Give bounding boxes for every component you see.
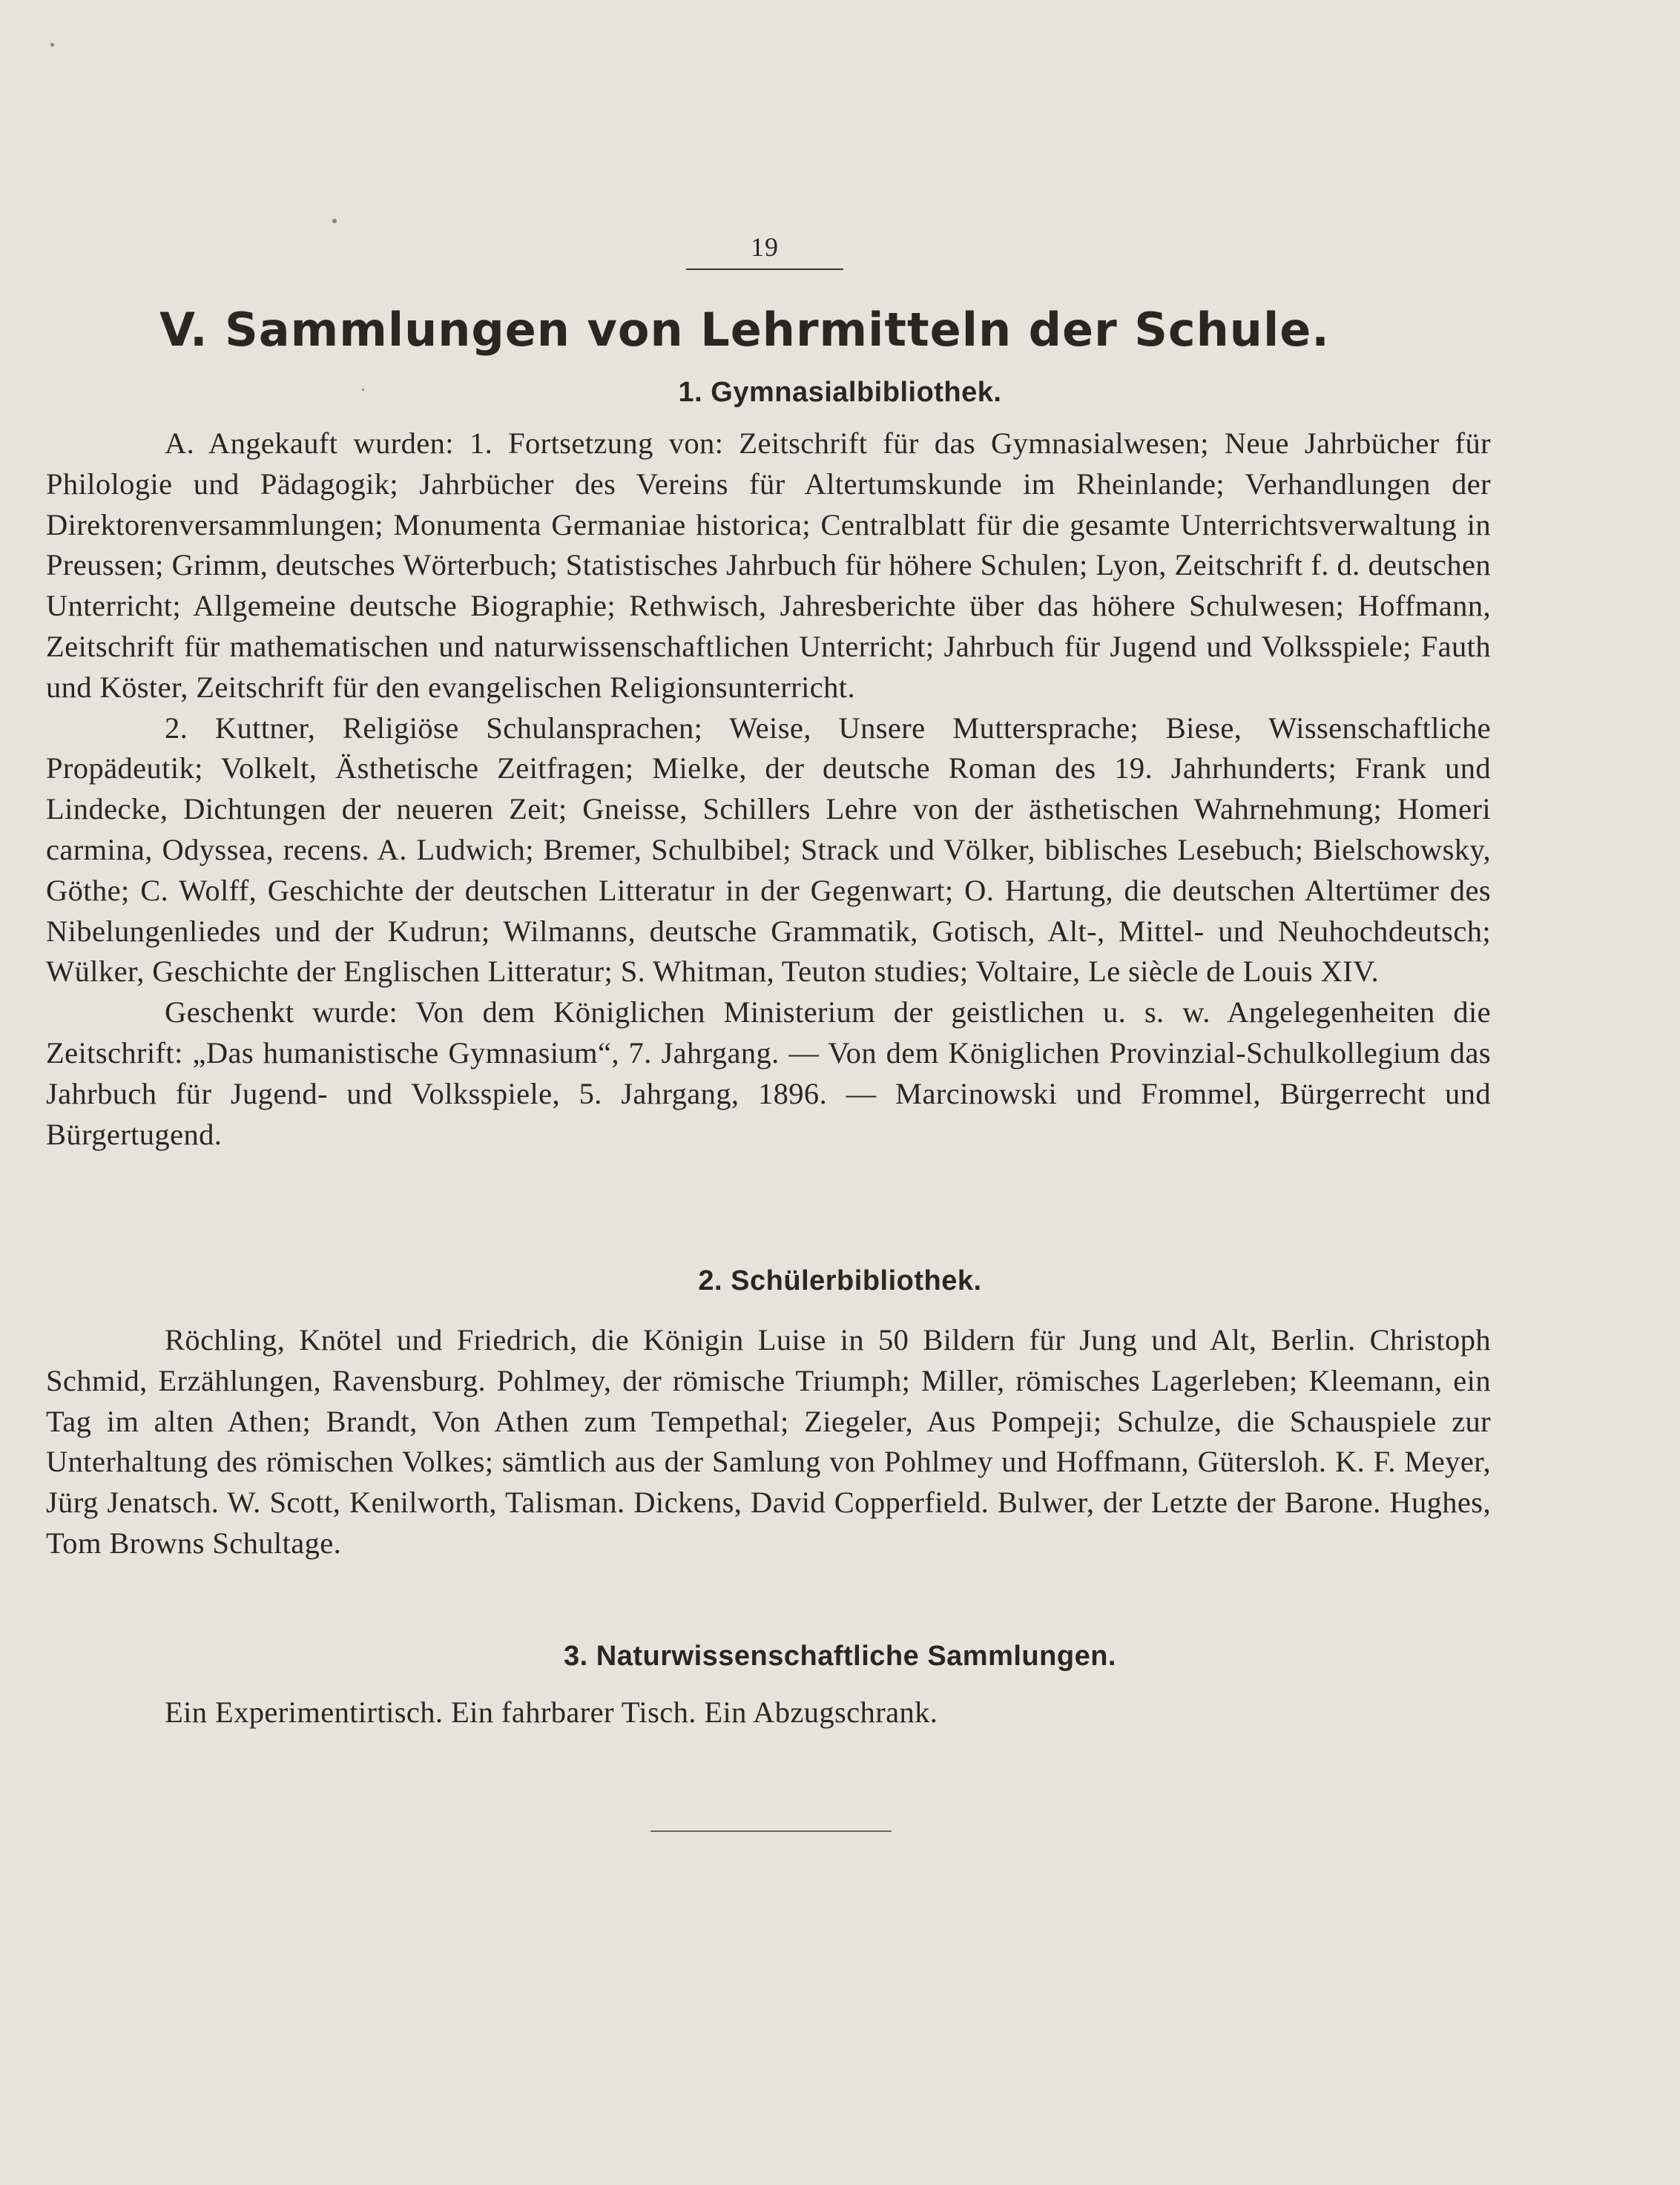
paragraph: Geschenkt wurde: Von dem Königlichen Ministerium der geistlichen u. s. w. Angelegenheiten die Zeitschrift: „Das humanistische Gymnasium“, 7. Jahrgang. — Von dem Königlichen Provinzial-Schulkollegium das Jahrbuch für Jugend- und Volksspiele, 5. Jahrgang, 1896. — Marcinowski und Frommel, Bürgerrecht und Bürgertugend.	[46, 995, 1491, 1151]
section-heading-schuelerbibliothek: 2. Schülerbibliothek.	[698, 1265, 982, 1296]
section-body-gymnasialbibliothek	[46, 424, 1491, 1155]
section-body-naturwissenschaftliche-sammlungen	[46, 1693, 1491, 1733]
section-heading-naturwissenschaftliche-sammlungen: 3. Naturwissenschaftliche Sammlungen.	[564, 1641, 1116, 1672]
paragraph: Röchling, Knötel und Friedrich, die Königin Luise in 50 Bildern für Jung und Alt, Berlin. Christoph Schmid, Erzählungen, Ravensburg. Pohlmey, der römische Triumph; Miller, römisches Lagerleben; Kleemann, ein Tag im alten Athen; Brandt, Von Athen zum Tempethal; Ziegeler, Aus Pompeji; Schulze, die Schauspiele zur Unterhaltung des römischen Volkes; sämtlich aus der Samlung von Pohlmey und Hoffmann, Gütersloh. K. F. Meyer, Jürg Jenatsch. W. Scott, Kenilworth, Talisman. Dickens, David Copperfield. Bulwer, der Letzte der Barone. Hughes, Tom Browns Schultage.	[46, 1323, 1491, 1560]
footer-rule	[650, 1830, 892, 1832]
paragraph: A. Angekauft wurden: 1. Fortsetzung von: Zeitschrift für das Gymnasialwesen; Neue Jahrbücher für Philologie und Pädagogik; Jahrbücher des Vereins für Altertumskunde im Rheinlande; Verhandlungen der Direktorenversammlungen; Monumenta Germaniae historica; Centralblatt für die gesamte Unterrichtsverwaltung in Preussen; Grimm, deutsches Wörterbuch; Statistisches Jahrbuch für höhere Schulen; Lyon, Zeitschrift f. d. deutschen Unterricht; Allgemeine deutsche Biographie; Rethwisch, Jahresberichte über das höhere Schulwesen; Hoffmann, Zeitschrift für mathematischen und naturwissenschaftlichen Unterricht; Jahrbuch für Jugend und Volksspiele; Fauth und Köster, Zeitschrift für den evangelischen Religionsunterricht.	[46, 426, 1491, 704]
section-body-schuelerbibliothek	[46, 1320, 1491, 1564]
header-rule	[686, 268, 843, 270]
section-heading-gymnasialbibliothek: 1. Gymnasialbibliothek.	[678, 377, 1002, 408]
paragraph: Ein Experimentirtisch. Ein fahrbarer Tisch. Ein Abzugschrank.	[165, 1695, 938, 1729]
paragraph: 2. Kuttner, Religiöse Schulansprachen; Weise, Unsere Muttersprache; Biese, Wissenschaftliche Propädeutik; Volkelt, Ästhetische Zeitfragen; Mielke, der deutsche Roman des 19. Jahrhunderts; Frank und Lindecke, Dichtungen der neueren Zeit; Gneisse, Schillers Lehre von der ästhetischen Wahrnehmung; Homeri carmina, Odyssea, recens. A. Ludwich; Bremer, Schulbibel; Strack und Völker, biblisches Lesebuch; Bielschowsky, Göthe; C. Wolff, Geschichte der deutschen Litteratur in der Gegenwart; O. Hartung, die deutschen Altertümer des Nibelungenliedes und der Kudrun; Wilmanns, deutsche Grammatik, Gotisch, Alt-, Mittel- und Neuhochdeutsch; Wülker, Geschichte der Englischen Litteratur; S. Whitman, Teuton studies; Voltaire, Le siècle de Louis XIV.	[46, 711, 1491, 989]
page-number: 19	[751, 232, 779, 262]
page-title: V. Sammlungen von Lehrmitteln der Schule.	[159, 303, 1330, 357]
